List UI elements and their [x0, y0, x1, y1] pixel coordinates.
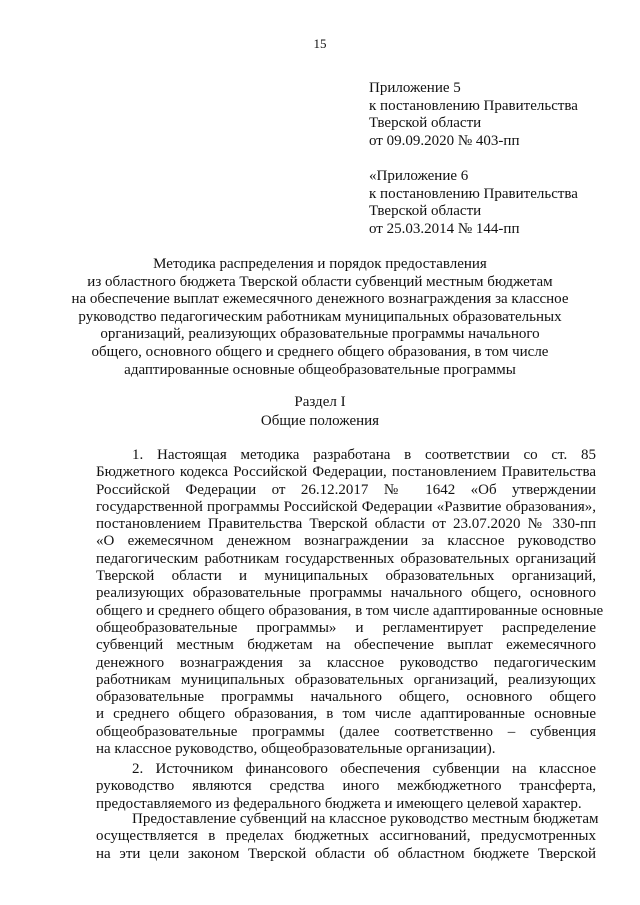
paragraph-line: общего и среднего общего образования, в том числе адаптированные основные	[96, 602, 604, 619]
paragraph-line: 2. Источником финансового обеспечения субвенции на классное	[132, 761, 596, 777]
annex-line: к постановлению Правительства	[369, 97, 578, 114]
paragraph-line: Тверской области и муниципальных образовательных организаций,	[96, 568, 596, 585]
paragraph-line: образовательные программы начального общего, основного общего	[96, 689, 596, 706]
paragraph-line: педагогическим работникам государственных образовательных организаций	[96, 550, 596, 567]
section-heading	[0, 393, 640, 431]
paragraph-line: предоставляемого из федерального бюджета и имеющего целевой характер.	[96, 795, 582, 812]
annex-line: Тверской области	[369, 115, 482, 131]
annex-line: «Приложение 6	[369, 168, 469, 184]
annex-line: от 25.03.2014 № 144-пп	[369, 220, 520, 237]
paragraph-line: общеобразовательные программы (далее соответственно – субвенция	[96, 723, 596, 740]
title-line: общего, основного общего и среднего общего образования, в том числе	[91, 343, 549, 360]
document-title	[60, 256, 580, 379]
paragraph-line: общеобразовательные программы» и регламентирует распределение	[96, 619, 596, 636]
title-line: руководство педагогическим работникам муниципальных образовательных	[78, 308, 562, 325]
title-line: адаптированные основные общеобразовательные программы	[124, 361, 516, 378]
paragraph-line: работникам муниципальных образовательных организаций, реализующих	[96, 671, 596, 688]
paragraph-line: реализующих образовательные программы начального общего, основного	[96, 585, 596, 602]
paragraph-line: осуществляется в пределах бюджетных ассигнований, предусмотренных	[96, 828, 596, 845]
annex-original-block	[369, 168, 619, 238]
title-line: организаций, реализующих образовательные программы начального	[100, 326, 540, 343]
annex-line: Тверской области	[369, 203, 482, 219]
paragraph-1	[96, 447, 604, 758]
section-number: Раздел I	[294, 394, 346, 410]
paragraph-3	[96, 811, 599, 863]
annex-current-block	[369, 80, 619, 150]
paragraph-line: субвенций местным бюджетам на обеспечение выплат ежемесячного	[96, 637, 596, 654]
paragraph-line: руководство являются средства иного межбюджетного трансферта,	[96, 778, 596, 795]
paragraph-line: Предоставление субвенций на классное руководство местным бюджетам	[132, 811, 599, 827]
paragraph-2	[96, 761, 596, 813]
title-line: Методика распределения и порядок предоставления	[153, 256, 487, 272]
annex-line: к постановлению Правительства	[369, 185, 578, 202]
page-number: 15	[313, 36, 327, 51]
paragraph-line: Российской Федерации от 26.12.2017 № 1642 «Об утверждении	[96, 481, 596, 498]
section-title: Общие положения	[260, 413, 380, 429]
paragraph-line: денежного вознаграждения за классное руководство педагогическим	[96, 654, 596, 671]
paragraph-line: и среднего общего образования, в том числе адаптированные основные	[96, 706, 596, 723]
annex-line: от 09.09.2020 № 403-пп	[369, 132, 520, 149]
title-line: на обеспечение выплат ежемесячного денежного вознаграждения за классное	[71, 291, 569, 308]
paragraph-line: постановлением Правительства Тверской области от 23.07.2020 № 330-пп	[96, 516, 596, 533]
paragraph-line: на эти цели законом Тверской области об областном бюджете Тверской	[96, 845, 596, 862]
paragraph-line: 1. Настоящая методика разработана в соответствии со ст. 85	[132, 447, 596, 463]
annex-line: Приложение 5	[369, 80, 461, 96]
paragraph-line: государственной программы Российской Федерации «Развитие образования»,	[96, 498, 596, 515]
paragraph-line: Бюджетного кодекса Российской Федерации, постановлением Правительства	[96, 464, 596, 481]
title-line: из областного бюджета Тверской области субвенций местным бюджетам	[87, 273, 553, 290]
paragraph-line: «О ежемесячном денежном вознаграждении за классное руководство	[96, 533, 596, 550]
paragraph-line: на классное руководство, общеобразовательные организации).	[96, 741, 496, 758]
